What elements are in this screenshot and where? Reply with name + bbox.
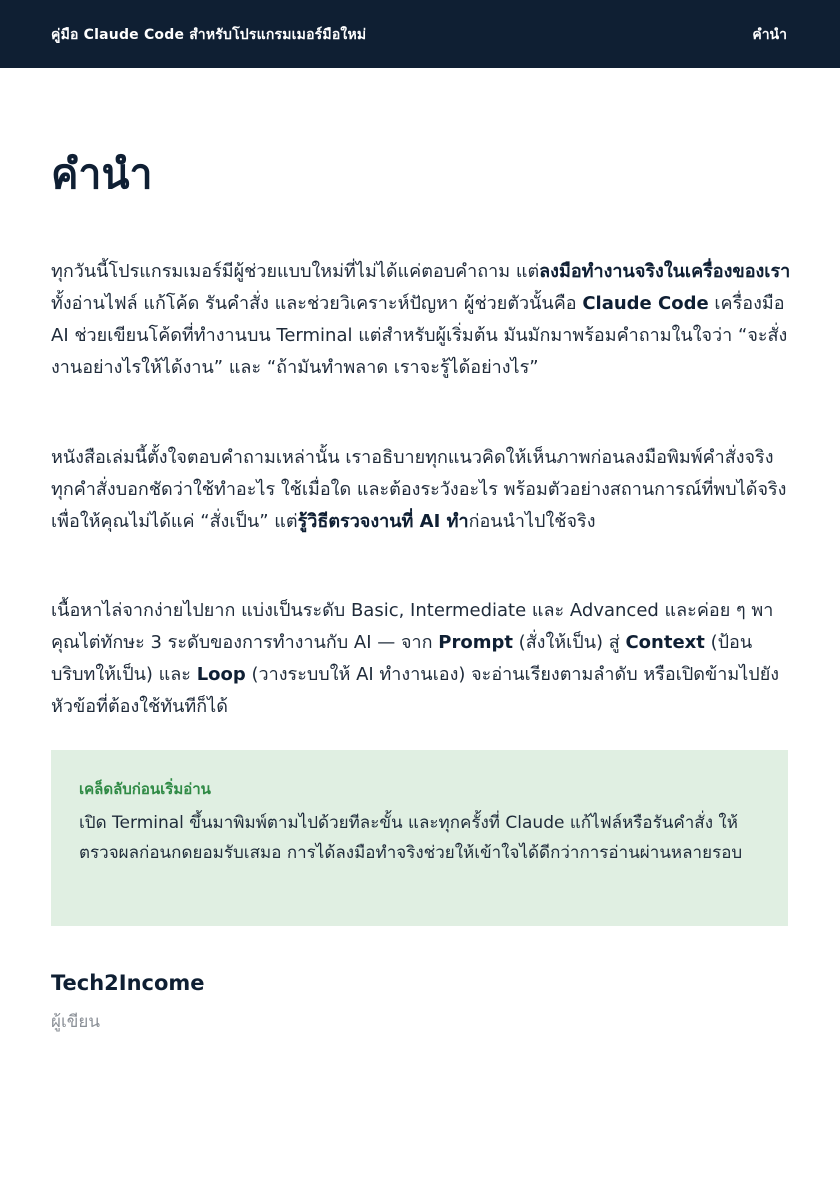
text-run: (วางระบบให้ AI ทำงานเอง) จะอ่านเรียงตามลำดับ หรือเปิดข้ามไปยังหัวข้อที่ต้องใช้ทันทีก็ได้	[51, 664, 780, 717]
section-label: คำนำ	[752, 27, 787, 43]
intro-paragraph-2	[51, 442, 791, 538]
intro-paragraph-1	[51, 256, 791, 384]
text-run: หนังสือเล่มนี้ตั้งใจตอบคำถามเหล่านั้น เราอธิบายทุกแนวคิดให้เห็นภาพก่อนลงมือพิมพ์คำสั่งจริง ทุกคำสั่งบอกชัดว่าใช้ทำอะไร ใช้เมื่อใด และต้องระวังอะไร พร้อมตัวอย่างสถานการณ์ที่พบได้จริง เพื่อให้คุณไม่ได้แค่ “สั่งเป็น” แต่	[51, 447, 787, 532]
tip-box	[51, 750, 788, 926]
tip-text: เปิด Terminal ขึ้นมาพิมพ์ตามไปด้วยทีละขั้น และทุกครั้งที่ Claude แก้ไฟล์หรือรันคำสั่ง ให้ตรวจผลก่อนกดยอมรับเสมอ การได้ลงมือทำจริงช่วยให้เข้าใจได้ดีกว่าการอ่านผ่านหลายรอบ	[79, 813, 743, 863]
bold-phrase: Claude Code	[582, 293, 709, 314]
text-run: เนื้อหาไล่จากง่ายไปยาก แบ่งเป็นระดับ Basic, Intermediate และ Advanced และค่อย ๆ พาคุณไต่ทักษะ 3 ระดับของการทำงานกับ AI — จาก	[51, 600, 774, 653]
text-run: เครื่องมือ AI ช่วยเขียนโค้ดที่ทำงานบน Terminal แต่สำหรับผู้เริ่มต้น มันมักมาพร้อมคำถามในใจว่า “จะสั่งงานอย่างไรให้ได้งาน” และ “ถ้ามันทำพลาด เราจะรู้ได้อย่างไร”	[51, 293, 788, 378]
tip-title: เคล็ดลับก่อนเริ่มอ่าน	[79, 780, 211, 798]
text-run: ก่อนนำไปใช้จริง	[468, 511, 596, 532]
text-run: ทั้งอ่านไฟล์ แก้โค้ด รันคำสั่ง และช่วยวิเคราะห์ปัญหา ผู้ช่วยตัวนั้นคือ	[51, 293, 583, 314]
bold-phrase: Prompt	[438, 632, 513, 653]
author-name: Tech2Income	[51, 971, 205, 995]
text-run: (ป้อนบริบทให้เป็น) และ	[51, 632, 753, 685]
intro-paragraph-3	[51, 595, 791, 723]
bold-phrase: Context	[625, 632, 705, 653]
text-run: ทุกวันนี้โปรแกรมเมอร์มีผู้ช่วยแบบใหม่ที่ไม่ได้แค่ตอบคำถาม แต่	[51, 261, 540, 282]
author-role: ผู้เขียน	[51, 1012, 100, 1032]
bold-phrase: Loop	[196, 664, 246, 685]
chapter-title: คำนำ	[51, 150, 153, 198]
text-run: (สั่งให้เป็น) สู่	[512, 632, 626, 653]
page-header	[0, 0, 840, 68]
book-title: คู่มือ Claude Code สำหรับโปรแกรมเมอร์มือใหม่	[51, 27, 367, 43]
bold-phrase: รู้วิธีตรวจงานที่ AI ทำ	[297, 511, 469, 532]
bold-phrase: ลงมือทำงานจริงในเครื่องของเรา	[539, 261, 791, 282]
